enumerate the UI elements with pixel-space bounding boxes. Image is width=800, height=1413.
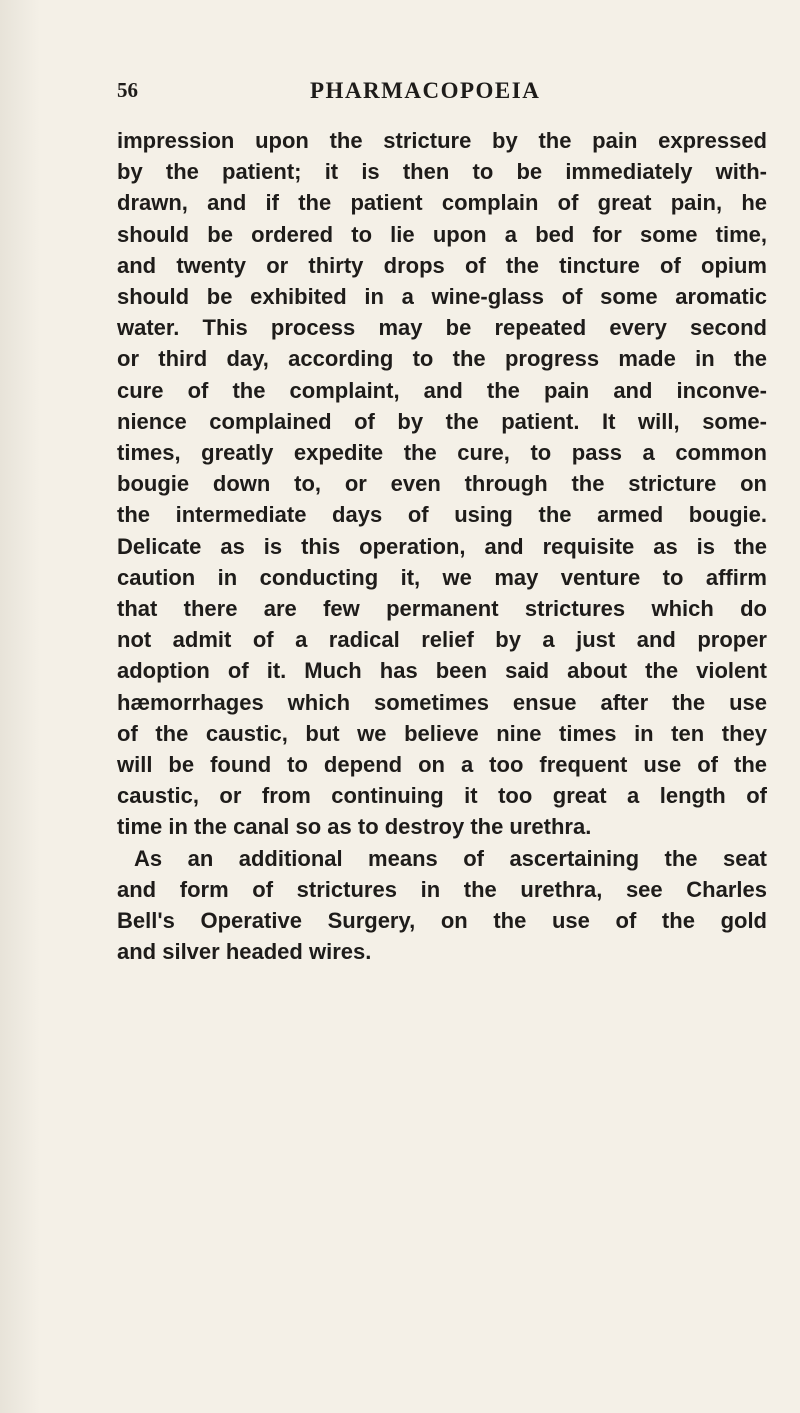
text-line: hæmorrhages which sometimes ensue after the use: [117, 689, 767, 715]
text-line: and twenty or thirty drops of the tincture of opium: [117, 252, 767, 278]
text-line: not admit of a radical relief by a just and proper: [117, 627, 767, 653]
running-head: [117, 78, 767, 110]
text-line: should be exhibited in a wine-glass of some aromatic: [117, 284, 767, 310]
body-text: [117, 125, 767, 967]
text-line: will be found to depend on a too frequent use of the: [117, 752, 767, 778]
text-line: caution in conducting it, we may venture to affirm: [117, 564, 767, 590]
text-line: drawn, and if the patient complain of great pain, he: [117, 190, 767, 216]
text-line: Bell's Operative Surgery, on the use of the gold: [117, 908, 767, 934]
text-line: water. This process may be repeated every second: [117, 315, 767, 341]
text-line: nience complained of by the patient. It will, some-: [117, 408, 767, 434]
text-line: and silver headed wires.: [117, 939, 372, 965]
text-line: or third day, according to the progress made in the: [117, 346, 767, 372]
text-line: Delicate as is this operation, and requisite as is the: [117, 533, 767, 559]
text-line: the intermediate days of using the armed bougie.: [117, 502, 767, 528]
page-number: 56: [117, 78, 138, 102]
text-line: caustic, or from continuing it too great a length of: [117, 783, 767, 809]
text-line: adoption of it. Much has been said about the violent: [117, 658, 767, 684]
text-line: cure of the complaint, and the pain and inconve-: [117, 377, 767, 403]
text-line: and form of strictures in the urethra, see Charles: [117, 876, 767, 902]
text-line: bougie down to, or even through the stricture on: [117, 471, 767, 497]
text-line: should be ordered to lie upon a bed for some time,: [117, 221, 767, 247]
text-line: that there are few permanent strictures which do: [117, 596, 767, 622]
text-line: by the patient; it is then to be immediately with-: [117, 159, 767, 185]
running-title: PHARMACOPOEIA: [310, 78, 541, 103]
text-line: time in the canal so as to destroy the urethra.: [117, 814, 592, 840]
text-line: of the caustic, but we believe nine times in ten they: [117, 720, 767, 746]
text-line: impression upon the stricture by the pain expressed: [117, 128, 767, 153]
text-line: times, greatly expedite the cure, to pass a common: [117, 440, 767, 466]
text-line: As an additional means of ascertaining the seat: [134, 845, 767, 871]
